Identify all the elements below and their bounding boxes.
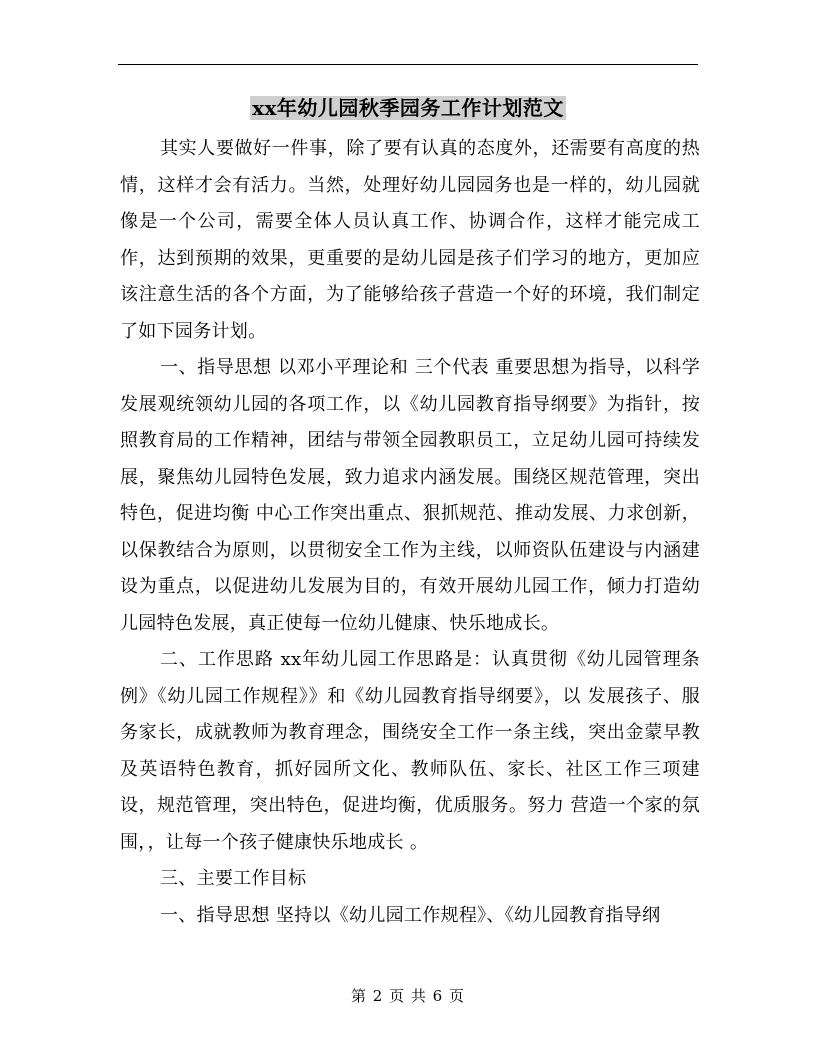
- document-title: [0, 93, 816, 123]
- header-rule: [118, 64, 698, 65]
- document-body: [120, 131, 700, 934]
- paragraph-intro: 其实人要做好一件事，除了要有认真的态度外，还需要有高度的热情，这样才会有活力。当然，处理好幼儿园园务也是一样的，幼儿园就像是一个公司，需要全体人员认真工作、协调合作，这样才能完成工作，达到预期的效果，更重要的是幼儿园是孩子们学习的地方，更加应该注意生活的各个方面，为了能够给孩子营造一个好的环境，我们制定了如下园务计划。: [120, 138, 700, 342]
- page-footer: 第 2 页 共 6 页: [351, 987, 465, 1005]
- paragraph-main-goals-heading: 三、主要工作目标: [160, 868, 307, 889]
- paragraph-guiding-ideology: 一、指导思想 以邓小平理论和 三个代表 重要思想为指导，以科学发展观统领幼儿园的各项工作，以《幼儿园教育指导纲要》为指针，按照教育局的工作精神，团结与带领全园教职员工，立足幼儿园可持续发展，聚焦幼儿园特色发展，致力追求内涵发展。围绕区规范管理，突出特色，促进均衡 中心工作突出重点、狠抓规范、推动发展、力求创新，以保教结合为原则，以贯彻安全工作为主线，以师资队伍建设与内涵建设为重点，以促进幼儿发展为目的，有效开展幼儿园工作，倾力打造幼儿园特色发展，真正使每一位幼儿健康、快乐地成长。: [120, 357, 700, 634]
- document-title-text: xx年幼儿园秋季园务工作计划范文: [252, 96, 564, 120]
- paragraph-work-approach: 二、工作思路 xx年幼儿园工作思路是：认真贯彻《幼儿园管理条例》《幼儿园工作规程》》和《幼儿园教育指导纲要》，以 发展孩子、服务家长，成就教师为教育理念，围绕安全工作一条主线，突出金蒙早教及英语特色教育，抓好园所文化、教师队伍、家长、社区工作三项建设，规范管理，突出特色，促进均衡，优质服务。努力 营造一个家的氛围，，让每一个孩子健康快乐地成长 。: [120, 649, 700, 853]
- paragraph-guiding-ideology-2: 一、指导思想 坚持以《幼儿园工作规程》、《幼儿园教育指导纲: [160, 904, 661, 926]
